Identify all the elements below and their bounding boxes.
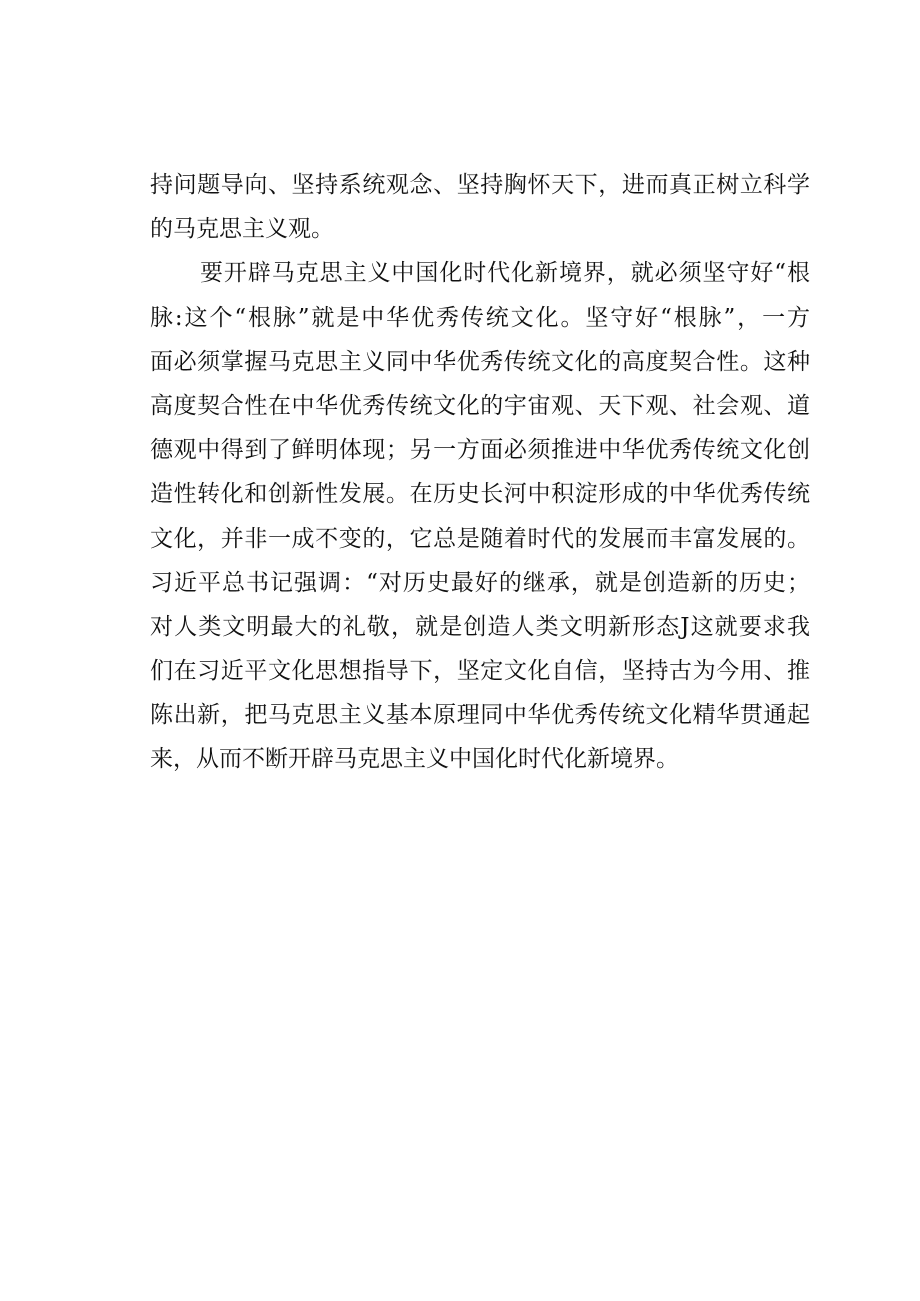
text-line: 的马克思主义观。 [150,216,334,243]
text-line: 陈出新，把马克思主义基本原理同中华优秀传统文化精华贯通起 [150,702,810,729]
text-line: 来，从而不断开辟马克思主义中国化时代化新境界。 [150,746,679,773]
paragraph-1 [150,163,810,251]
text-line: 造性转化和创新性发展。在历史长河中积淀形成的中华优秀传统 [150,481,810,508]
text-line: 们在习近平文化思想指导下，坚定文化自信，坚持古为今用、推 [150,658,810,685]
text-line: 要开辟马克思主义中国化时代化新境界，就必须坚守好“根 [200,260,810,287]
text-line: 高度契合性在中华优秀传统文化的宇宙观、天下观、社会观、道 [150,392,810,419]
text-line: 面必须掌握马克思主义同中华优秀传统文化的高度契合性。这种 [150,348,810,375]
text-line: 持问题导向、坚持系统观念、坚持胸怀天下，进而真正树立科学 [150,172,810,198]
text-line: 文化，并非一成不变的，它总是随着时代的发展而丰富发展的。 [150,525,810,552]
text-line: 脉:这个“根脉”就是中华优秀传统文化。坚守好“根脉”，一方 [150,304,810,331]
text-line: 对人类文明最大的礼敬，就是创造人类文明新形态J这就要求我 [150,613,810,640]
document-body [150,163,810,782]
paragraph-2 [150,251,810,781]
text-line: 德观中得到了鲜明体现；另一方面必须推进中华优秀传统文化创 [150,437,810,464]
text-line: 习近平总书记强调：“对历史最好的继承，就是创造新的历史； [150,569,810,596]
